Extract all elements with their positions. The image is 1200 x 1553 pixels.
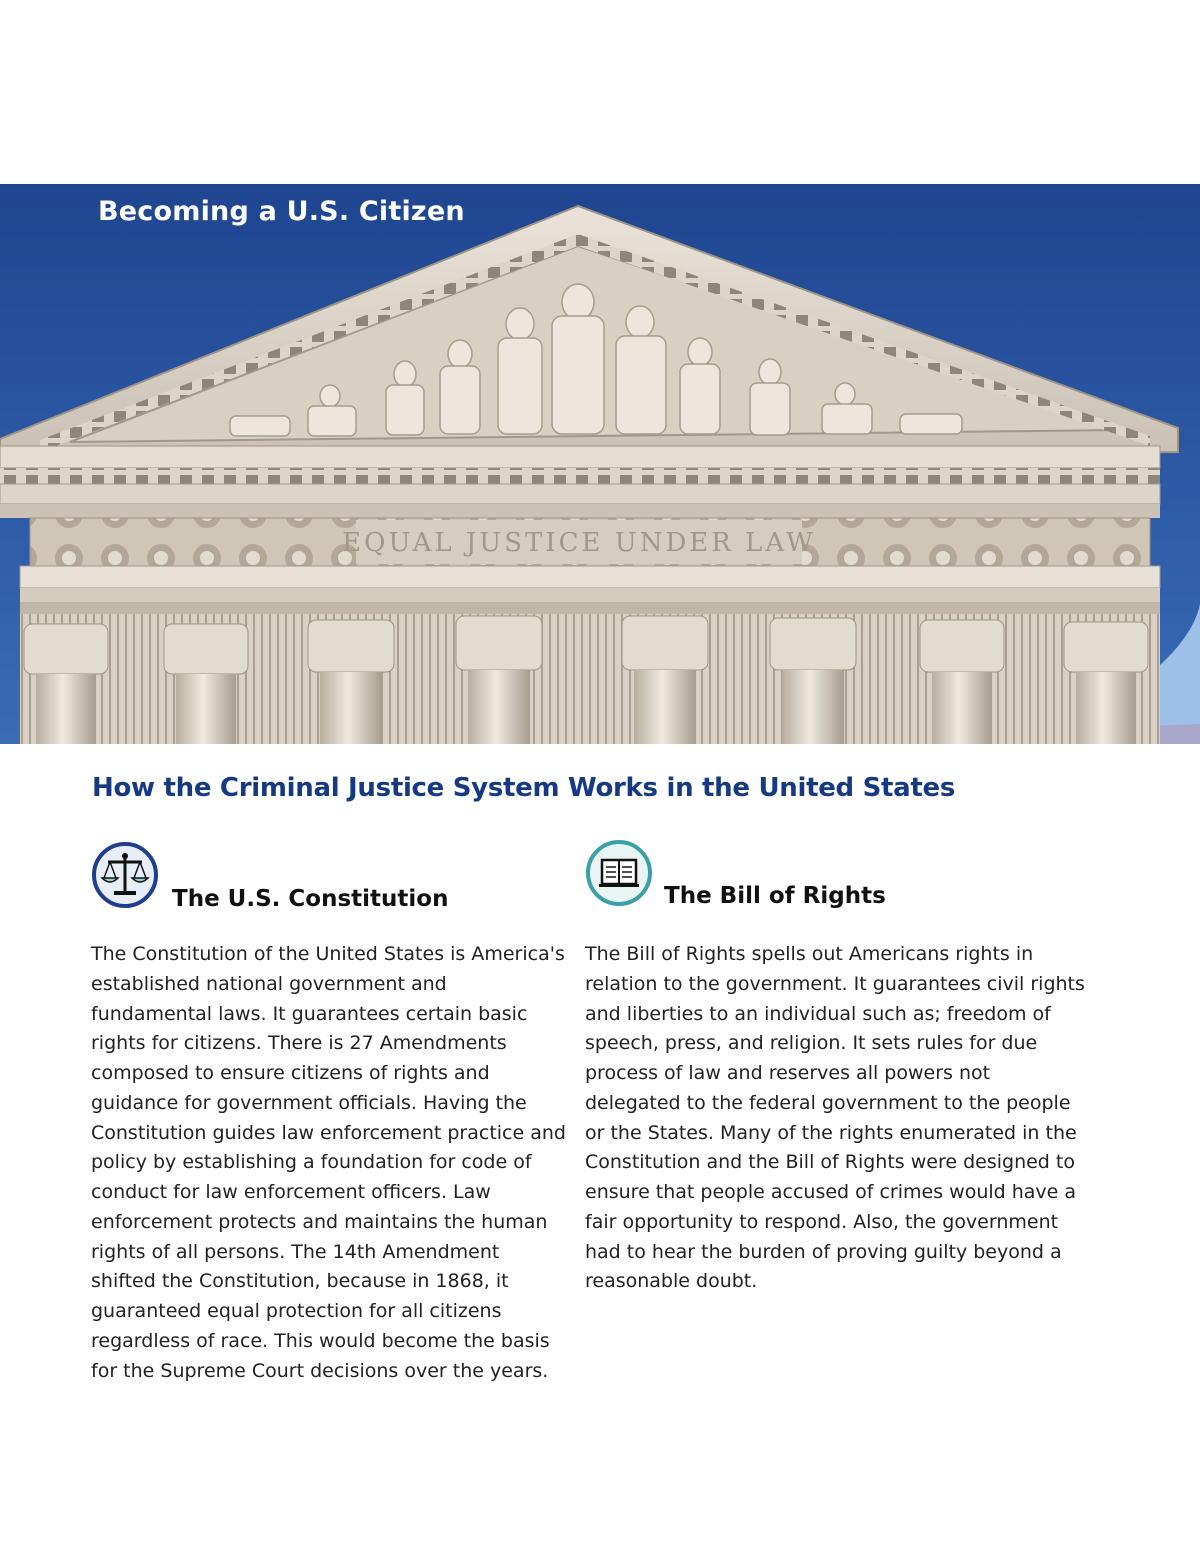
open-book-icon (586, 840, 652, 906)
column (456, 616, 542, 744)
section-title-bill-of-rights: The Bill of Rights (664, 883, 886, 909)
column (308, 620, 394, 744)
supreme-court-illustration (0, 184, 1200, 744)
section-title-constitution: The U.S. Constitution (172, 886, 449, 912)
hero-banner (0, 184, 1200, 744)
banner-title: Becoming a U.S. Citizen (98, 196, 465, 227)
frieze-inscription: EQUAL JUSTICE UNDER LAW (342, 528, 816, 558)
scales-of-justice-icon (92, 842, 158, 908)
cornice (0, 446, 1160, 468)
section-body-constitution: The Constitution of the United States is America's established national government and fundamental laws. It guarantees certain basic rights for citizens. There is 27 Amendments composed to ensure citizens of rights and guidance for government officials. Having the Constitution guides law enforcement practice and policy by establishing a foundation for code of conduct for law enforcement officers. Law enforcement protects and maintains the human rights of all persons. The 14th Amendment shifted the Constitution, because in 1868, it guaranteed equal protection for all citizens regardless of race. This would become the basis for the Supreme Court decisions over the years. (91, 943, 566, 1382)
column (770, 618, 856, 744)
column (920, 620, 1004, 744)
column (24, 624, 108, 744)
section-body-bill-of-rights: The Bill of Rights spells out Americans rights in relation to the government. It guarantees civil rights and liberties to an individual such as; freedom of speech, press, and religion. It sets rules for due process of law and reserves all powers not delegated to the federal government to the people or the States. Many of the rights enumerated in the Constitution and the Bill of Rights were designed to ensure that people accused of crimes would have a fair opportunity to respond. Also, the government had to hear the burden of proving guilty beyond a reasonable doubt. (585, 943, 1085, 1293)
page-headline: How the Criminal Justice System Works in the United States (92, 773, 956, 803)
architrave (20, 566, 1160, 588)
column (622, 616, 708, 744)
column (1064, 622, 1148, 744)
column (164, 624, 248, 744)
